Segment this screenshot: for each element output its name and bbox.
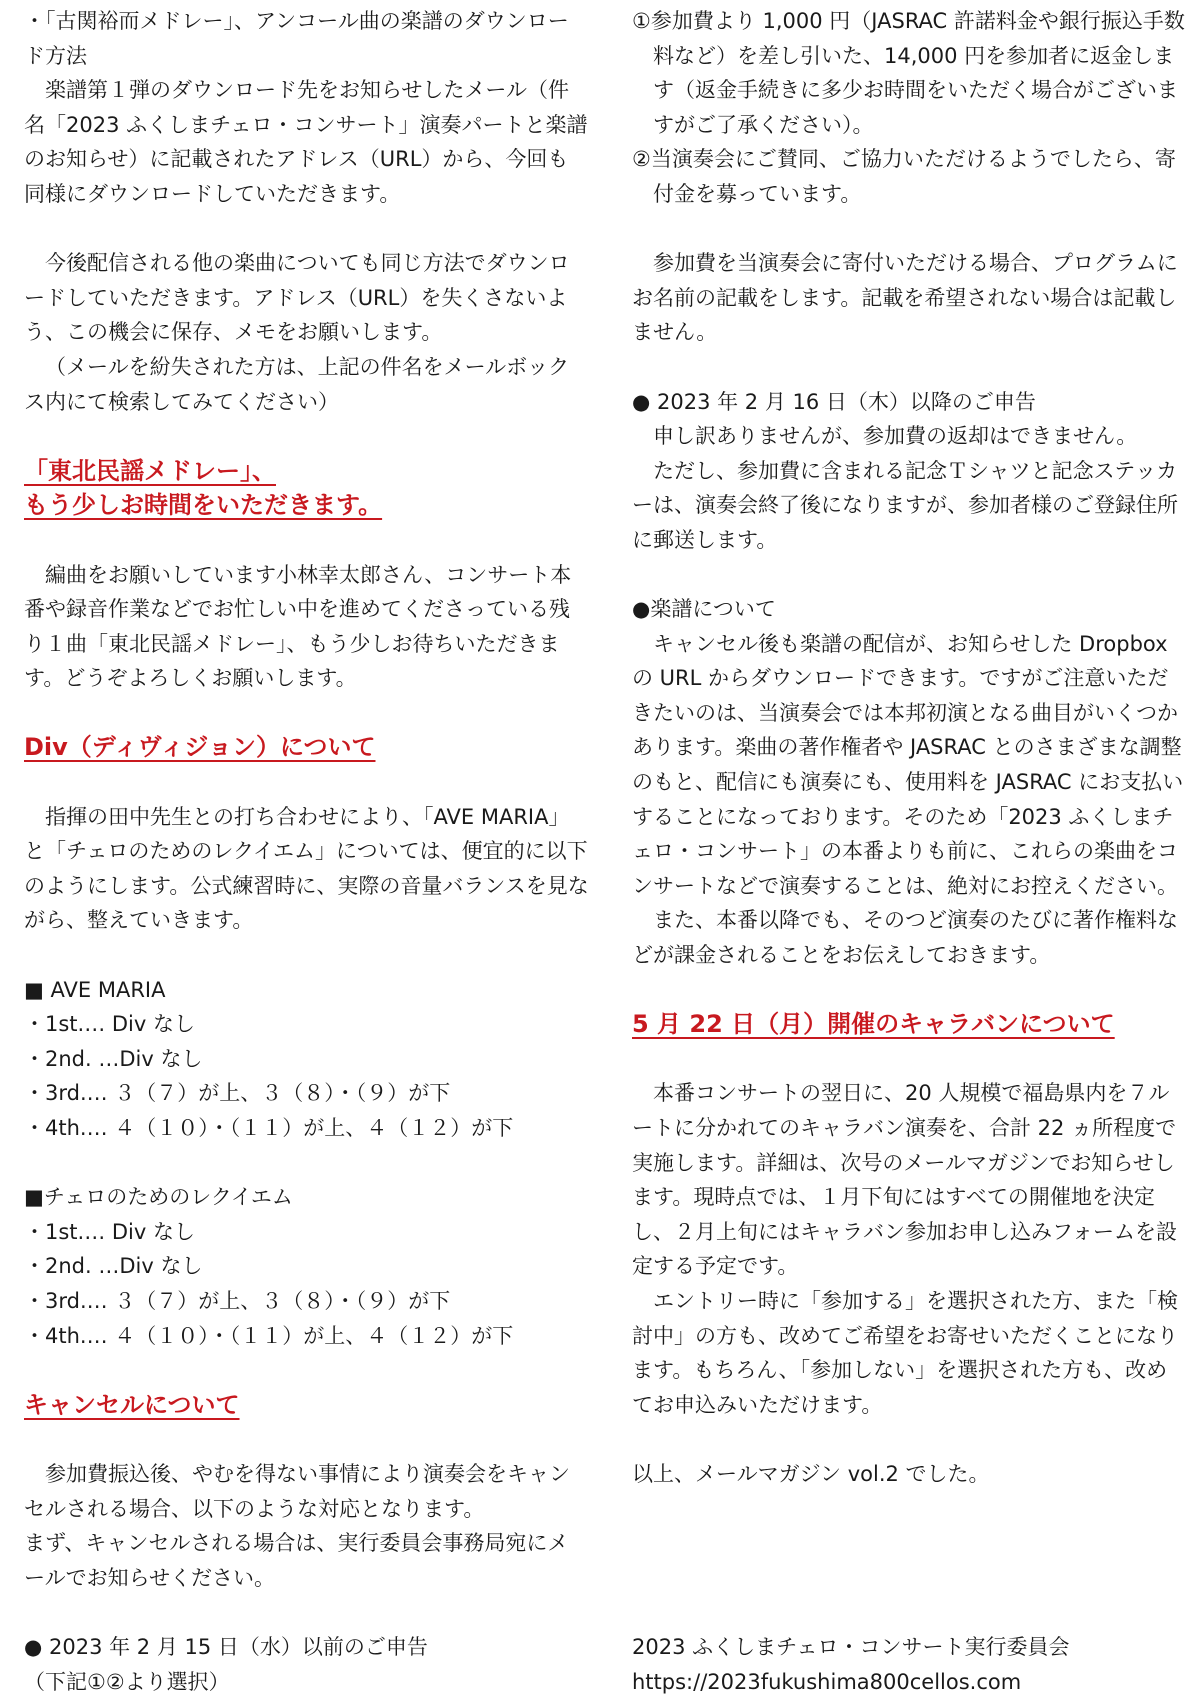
footer-organization: 2023 ふくしまチェロ・コンサート実行委員会 (632, 1630, 1188, 1665)
lost-mail-note: （メールを紛失された方は、上記の件名をメールボックス内にて検索してみてください） (24, 350, 589, 419)
donation-paragraph: 参加費を当演奏会に寄付いただける場合、プログラムにお名前の記載をします。記載を希望されない場合は記載しません。 (632, 246, 1188, 350)
ave-item: ・3rd.… ３（７）が上、３（８）・（９）が下 (24, 1076, 589, 1111)
tohoku-heading-line1: 「東北民謡メドレー」、 (24, 457, 276, 485)
left-column (24, 4, 589, 1699)
save-url-paragraph: 今後配信される他の楽曲についても同じ方法でダウンロードしていただきます。アドレス（URL）を失くさないよう、この機会に保存、メモをお願いします。 (24, 246, 589, 350)
div-heading-text: Div（ディヴィジョン）について (24, 733, 375, 761)
tshirt-paragraph: ただし、参加費に含まれる記念Ｔシャツと記念ステッカーは、演奏会終了後になりますが、参加者様のご登録住所に郵送します。 (632, 454, 1188, 558)
closing-line: 以上、メールマガジン vol.2 でした。 (632, 1457, 1188, 1492)
requiem-item: ・2nd. …Div なし (24, 1249, 589, 1284)
arrangement-paragraph: 編曲をお願いしています小林幸太郎さん、コンサート本番や録音作業などでお忙しい中を進めてくださっている残り１曲「東北民謡メドレー」、もう少しお待ちいただきます。どうぞよろしくお願いします。 (24, 558, 589, 696)
ave-item: ・2nd. …Div なし (24, 1042, 589, 1077)
before-deadline-note: （下記①②より選択） (24, 1665, 589, 1699)
requiem-item: ・3rd.… ３（７）が上、３（８）・（９）が下 (24, 1284, 589, 1319)
ave-item: ・4th.… ４（１０）・（１１）が上、４（１２）が下 (24, 1111, 589, 1146)
caravan-heading (632, 1007, 1188, 1042)
caravan-heading-text: 5 月 22 日（月）開催のキャラバンについて (632, 1010, 1115, 1038)
caravan-paragraph: 本番コンサートの翌日に、20 人規模で福島県内を７ルートに分かれてのキャラバン演奏を、合計 22 ヵ所程度で実施します。詳細は、次号のメールマガジンでお知らせします。現時点では、１月下旬にはすべての開催地を決定し、２月上旬にはキャラバン参加お申し込みフォームを設定する予定です。 (632, 1076, 1188, 1284)
tohoku-heading-line2: もう少しお時間をいただきます。 (24, 491, 382, 519)
before-deadline-heading: ● 2023 年 2 月 15 日（水）以前のご申告 (24, 1630, 589, 1665)
footer-url-link[interactable]: https://2023fukushima800cellos.com (632, 1665, 1188, 1699)
cancel-paragraph: 参加費振込後、やむを得ない事情により演奏会をキャンセルされる場合、以下のような対応となります。 (24, 1457, 589, 1526)
cancel-heading (24, 1388, 589, 1423)
cancel-heading-text: キャンセルについて (24, 1391, 240, 1419)
ave-maria-title: ■ AVE MARIA (24, 973, 589, 1008)
tohoku-medley-heading (24, 454, 589, 523)
score-heading: ●楽譜について (632, 592, 1188, 627)
download-paragraph: 楽譜第１弾のダウンロード先をお知らせしたメール（件名「2023 ふくしまチェロ・コンサート」演奏パートと楽譜のお知らせ）に記載されたアドレス（URL）から、今回も同様にダウンロードしていただきます。 (24, 73, 589, 211)
right-column (632, 4, 1188, 1699)
refund-option-1: ①参加費より 1,000 円（JASRAC 許諾料金や銀行振込手数料など）を差し引いた、14,000 円を参加者に返金します（返金手続きに多少お時間をいただく場合がございますがご了承ください）。 (632, 4, 1188, 142)
div-paragraph: 指揮の田中先生との打ち合わせにより、「AVE MARIA」と「チェロのためのレクイエム」については、便宜的に以下のようにします。公式練習時に、実際の音量バランスを見ながら、整えていきます。 (24, 800, 589, 938)
requiem-item: ・4th.… ４（１０）・（１１）が上、４（１２）が下 (24, 1319, 589, 1354)
donation-option-2: ②当演奏会にご賛同、ご協力いただけるようでしたら、寄付金を募っています。 (632, 142, 1188, 211)
ave-item: ・1st.… Div なし (24, 1007, 589, 1042)
download-method-heading: ・「古関裕而メドレー」、アンコール曲の楽譜のダウンロード方法 (24, 4, 589, 73)
div-heading (24, 730, 589, 765)
royalty-paragraph: また、本番以降でも、そのつど演奏のたびに著作権料などが課金されることをお伝えしておきます。 (632, 903, 1188, 972)
no-refund-paragraph: 申し訳ありませんが、参加費の返却はできません。 (632, 419, 1188, 454)
cancel-notify-paragraph: まず、キャンセルされる場合は、実行委員会事務局宛にメールでお知らせください。 (24, 1526, 589, 1595)
entry-paragraph: エントリー時に「参加する」を選択された方、また「検討中」の方も、改めてご希望をお寄せいただくことになります。もちろん、「参加しない」を選択された方も、改めてお申込みいただけます。 (632, 1284, 1188, 1422)
requiem-title: ■チェロのためのレクイエム (24, 1180, 589, 1215)
requiem-item: ・1st.… Div なし (24, 1215, 589, 1250)
after-deadline-heading: ● 2023 年 2 月 16 日（木）以降のご申告 (632, 385, 1188, 420)
score-paragraph: キャンセル後も楽譜の配信が、お知らせした Dropbox の URL からダウンロードできます。ですがご注意いただきたいのは、当演奏会では本邦初演となる曲目がいくつかあります。楽曲の著作権者や JASRAC とのさまざまな調整のもと、配信にも演奏にも、使用料を JASRAC にお支払いすることになっております。そのため「2023 ふくしまチェロ・コンサート」の本番よりも前に、これらの楽曲をコンサートなどで演奏することは、絶対にお控えください。 (632, 627, 1188, 904)
